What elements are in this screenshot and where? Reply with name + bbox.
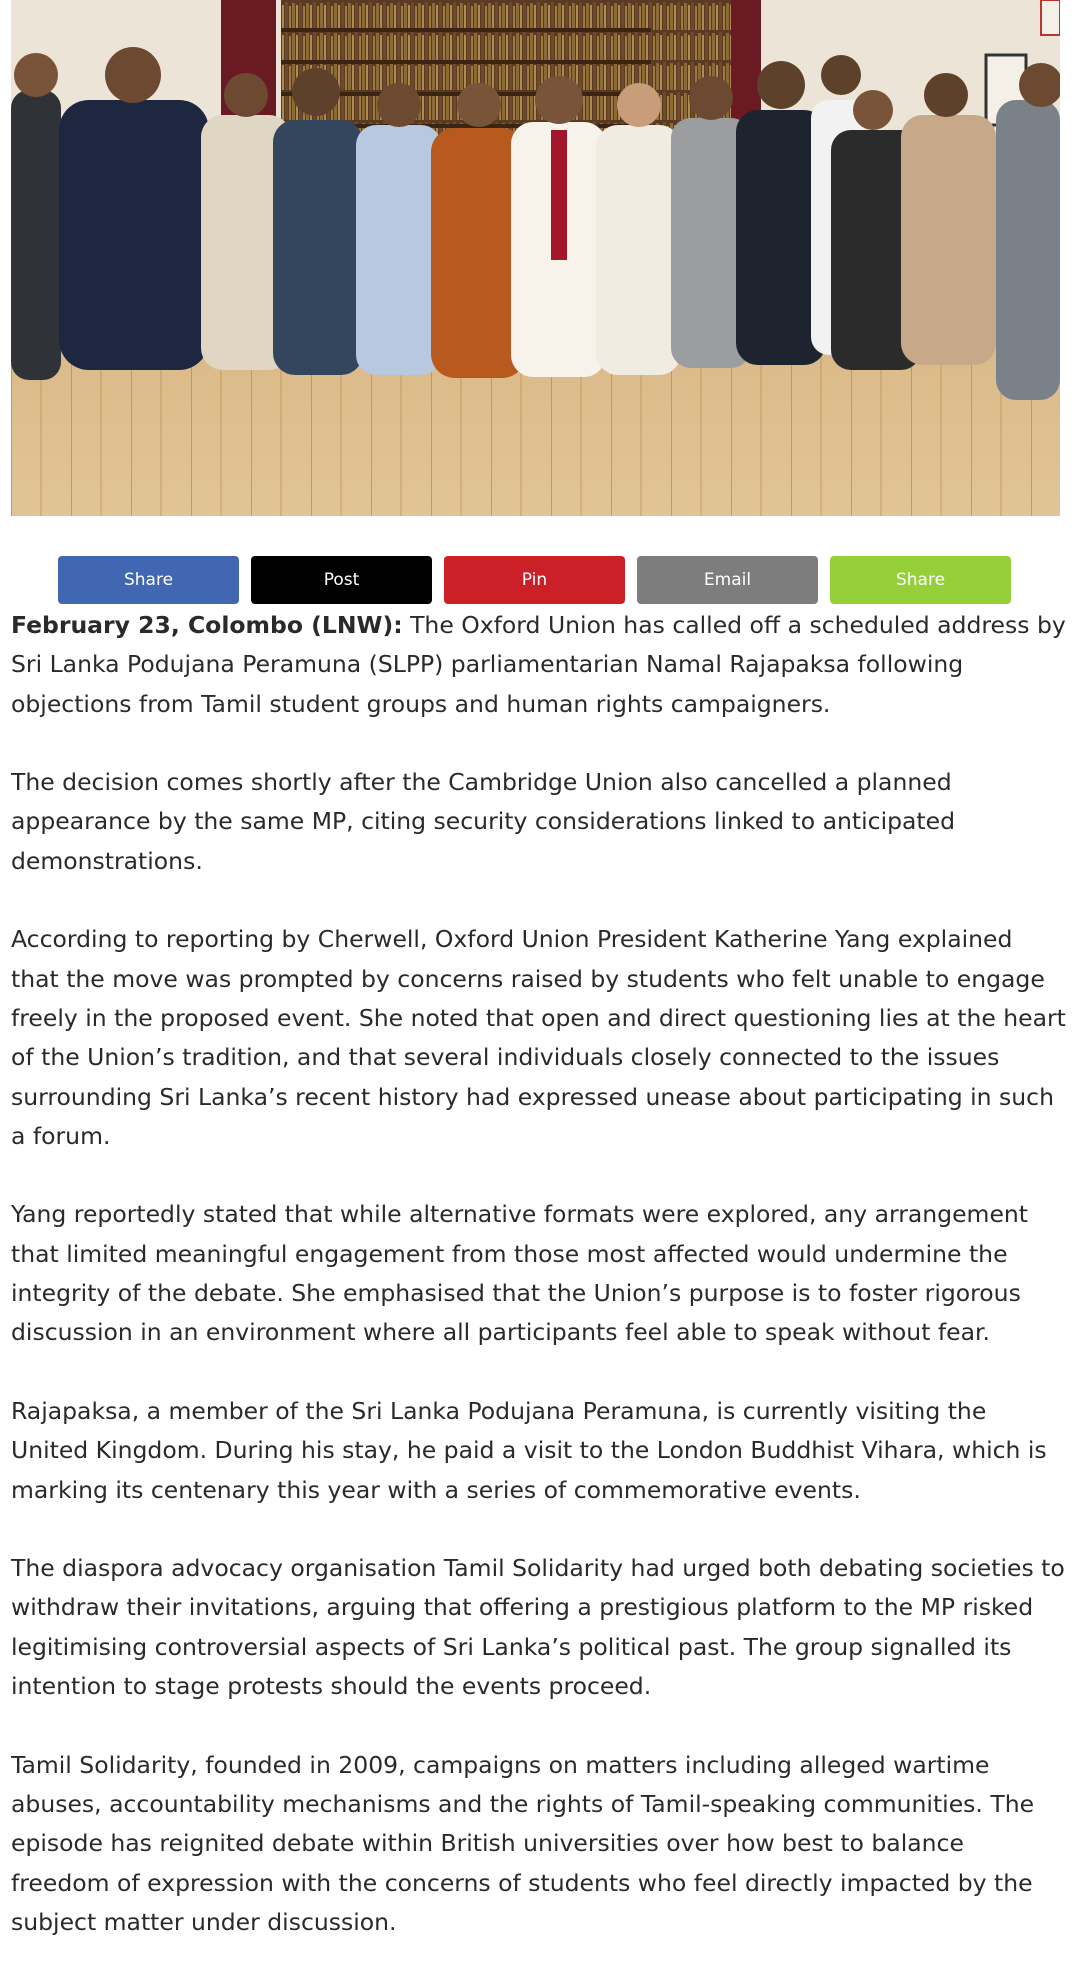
share-x-post-button[interactable]	[251, 556, 432, 604]
social-share-bar	[58, 556, 1008, 604]
article-paragraph: Yang reportedly stated that while alternative formats were explored, any arrangement that limited meaningful engagement from those most affected would undermine the integrity of the debate. She emphasised that the Union’s purpose is to foster rigorous discussion in an environment where all participants feel able to speak without fear.	[11, 1200, 1029, 1347]
article-paragraph: Tamil Solidarity, founded in 2009, campaigns on matters including alleged wartime abuses, accountability mechanisms and the rights of Tamil-speaking communities. The episode has reignited debate within British universities over how best to balance freedom of expression with the concerns of students who feel directly impacted by the subject matter under discussion.	[11, 1750, 1035, 1936]
share-sharethis-button[interactable]	[830, 556, 1011, 604]
group-photo-image	[11, 0, 1060, 516]
article-paragraph: The diaspora advocacy organisation Tamil Solidarity had urged both debating societies to withdraw their invitations, arguing that offering a prestigious platform to the MP risked legitimising controversial aspects of Sri Lanka’s political past. The group signalled its intention to stage protests should the events proceed.	[11, 1554, 1065, 1701]
article-body	[11, 606, 1067, 1981]
share-facebook-label: Share	[123, 570, 174, 590]
article-paragraph: According to reporting by Cherwell, Oxford Union President Katherine Yang explained that the move was prompted by concerns raised by students who felt unable to engage freely in the proposed event. She noted that open and direct questioning lies at the heart of the Union’s tradition, and that several individuals closely connected to the issues surrounding Sri Lanka’s recent history had expressed unease about participating in such a forum.	[11, 925, 1066, 1150]
share-email-button[interactable]	[637, 556, 818, 604]
article-dateline: February 23, Colombo (LNW):	[11, 611, 403, 639]
share-sharethis-label: Share	[895, 570, 946, 590]
share-pinterest-label: Pin	[521, 570, 548, 590]
article-hero-photo	[11, 0, 1060, 516]
article-paragraph: The decision comes shortly after the Cambridge Union also cancelled a planned appearance by the same MP, citing security considerations linked to anticipated demonstrations.	[11, 768, 956, 875]
share-facebook-button[interactable]	[58, 556, 239, 604]
article-lead-text: The Oxford Union has called off a scheduled address by Sri Lanka Podujana Peramuna (SLPP) parliamentarian Namal Rajapaksa following objections from Tamil student groups and human rights campaigners.	[11, 611, 1066, 718]
share-x-label: Post	[323, 570, 360, 590]
share-email-label: Email	[703, 570, 752, 590]
article-lead-paragraph	[11, 606, 1067, 724]
share-pinterest-button[interactable]	[444, 556, 625, 604]
article-paragraph: Rajapaksa, a member of the Sri Lanka Podujana Peramuna, is currently visiting the United Kingdom. During his stay, he paid a visit to the London Buddhist Vihara, which is marking its centenary this year with a series of commemorative events.	[11, 1396, 1047, 1504]
